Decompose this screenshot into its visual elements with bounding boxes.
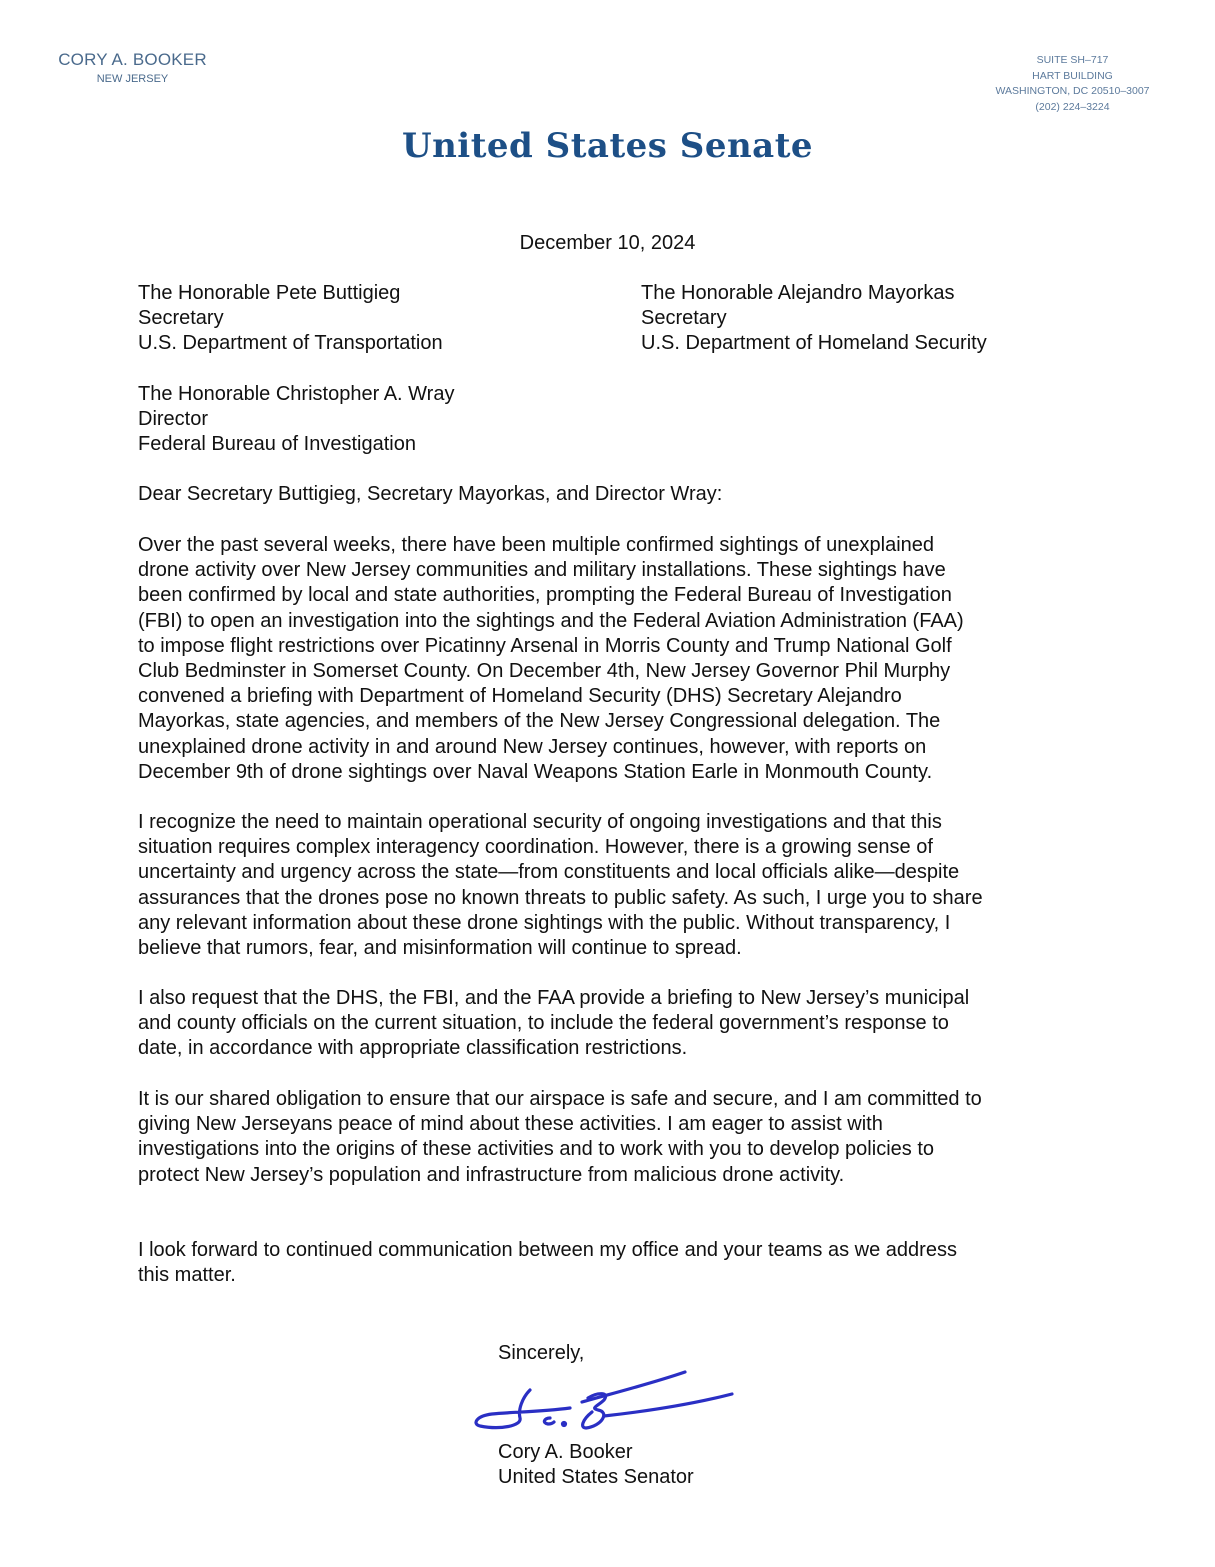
recipient-organization: U.S. Department of Transportation bbox=[138, 332, 443, 355]
paragraph-line: uncertainty and urgency across the state—from constituents and local officials alike—despite bbox=[138, 861, 960, 884]
letterhead-office-address bbox=[975, 53, 1170, 115]
recipient-name: The Honorable Alejandro Mayorkas bbox=[641, 282, 955, 304]
office-phone: (202) 224–3224 bbox=[1035, 100, 1110, 113]
paragraph-line: situation requires complex interagency coordination. However, there is a growing sense of bbox=[138, 836, 933, 859]
paragraph-line: date, in accordance with appropriate classification restrictions. bbox=[138, 1037, 688, 1060]
paragraph-line: believe that rumors, fear, and misinformation will continue to spread. bbox=[138, 937, 742, 960]
recipient-title: Director bbox=[138, 408, 209, 431]
paragraph-line: December 9th of drone sightings over Naval Weapons Station Earle in Monmouth County. bbox=[138, 760, 933, 783]
paragraph-line: and county officials on the current situation, to include the federal government’s response to bbox=[138, 1012, 949, 1035]
signer-block bbox=[498, 1440, 694, 1490]
handwritten-signature-icon bbox=[470, 1368, 740, 1438]
paragraph-line: protect New Jersey’s population and infrastructure from malicious drone activity. bbox=[138, 1163, 845, 1186]
body-paragraph-5 bbox=[138, 1238, 1078, 1288]
paragraph-line: any relevant information about these drone sightings with the public. Without transparency, I bbox=[138, 911, 951, 934]
paragraph-line: It is our shared obligation to ensure that our airspace is safe and secure, and I am committed to bbox=[138, 1088, 982, 1110]
recipient-name: The Honorable Pete Buttigieg bbox=[138, 282, 401, 304]
salutation: Dear Secretary Buttigieg, Secretary Mayorkas, and Director Wray: bbox=[138, 483, 723, 505]
paragraph-line: drone activity over New Jersey communities and military installations. These sightings have bbox=[138, 559, 946, 582]
paragraph-line: I look forward to continued communication between my office and your teams as we address bbox=[138, 1239, 957, 1261]
letterhead-state: NEW JERSEY bbox=[96, 73, 169, 85]
signer-title: United States Senator bbox=[498, 1466, 694, 1489]
recipient-name: The Honorable Christopher A. Wray bbox=[138, 383, 455, 405]
paragraph-line: I recognize the need to maintain operational security of ongoing investigations and that this bbox=[138, 811, 942, 833]
office-city-zip: WASHINGTON, DC 20510–3007 bbox=[995, 85, 1150, 97]
paragraph-line: convened a briefing with Department of Homeland Security (DHS) Secretary Alejandro bbox=[138, 685, 902, 708]
body-paragraph-4 bbox=[138, 1087, 1078, 1188]
body-paragraph-2 bbox=[138, 810, 1078, 961]
paragraph-line: giving New Jerseyans peace of mind about these activities. I am eager to assist with bbox=[138, 1113, 883, 1136]
recipient-address-homeland-security bbox=[641, 281, 987, 357]
letter-date: December 10, 2024 bbox=[519, 232, 696, 254]
office-building: HART BUILDING bbox=[1032, 69, 1113, 82]
body-paragraph-1 bbox=[138, 533, 1078, 785]
recipient-address-fbi bbox=[138, 382, 454, 458]
recipient-address-transportation bbox=[138, 281, 443, 357]
paragraph-line: investigations into the origins of these activities and to work with you to develop policies to bbox=[138, 1138, 934, 1161]
recipient-title: Secretary bbox=[138, 307, 224, 330]
letterhead-senator-name: CORY A. BOOKER bbox=[58, 50, 207, 69]
paragraph-line: to impose flight restrictions over Picatinny Arsenal in Morris County and Trump National Golf bbox=[138, 634, 952, 657]
closing: Sincerely, bbox=[498, 1342, 585, 1364]
paragraph-line: I also request that the DHS, the FBI, and the FAA provide a briefing to New Jersey’s municipal bbox=[138, 987, 970, 1009]
recipient-organization: U.S. Department of Homeland Security bbox=[641, 332, 987, 355]
paragraph-line: Over the past several weeks, there have been multiple confirmed sightings of unexplained bbox=[138, 534, 935, 556]
paragraph-line: been confirmed by local and state authorities, prompting the Federal Bureau of Investigation bbox=[138, 584, 952, 607]
paragraph-line: this matter. bbox=[138, 1264, 236, 1287]
paragraph-line: Mayorkas, state agencies, and members of the New Jersey Congressional delegation. The bbox=[138, 710, 941, 733]
recipient-organization: Federal Bureau of Investigation bbox=[138, 433, 416, 456]
letterhead-sender bbox=[50, 50, 215, 86]
body-paragraph-3 bbox=[138, 986, 1078, 1062]
paragraph-line: assurances that the drones pose no known threats to public safety. As such, I urge you to share bbox=[138, 886, 983, 909]
office-suite: SUITE SH–717 bbox=[1036, 54, 1109, 66]
paragraph-line: (FBI) to open an investigation into the sightings and the Federal Aviation Administration (FAA) bbox=[138, 609, 964, 632]
paragraph-line: unexplained drone activity in and around New Jersey continues, however, with reports on bbox=[138, 735, 927, 758]
senate-title: United States Senate bbox=[401, 126, 814, 166]
paragraph-line: Club Bedminster in Somerset County. On December 4th, New Jersey Governor Phil Murphy bbox=[138, 660, 951, 683]
recipient-title: Secretary bbox=[641, 307, 727, 330]
signer-name: Cory A. Booker bbox=[498, 1441, 633, 1463]
